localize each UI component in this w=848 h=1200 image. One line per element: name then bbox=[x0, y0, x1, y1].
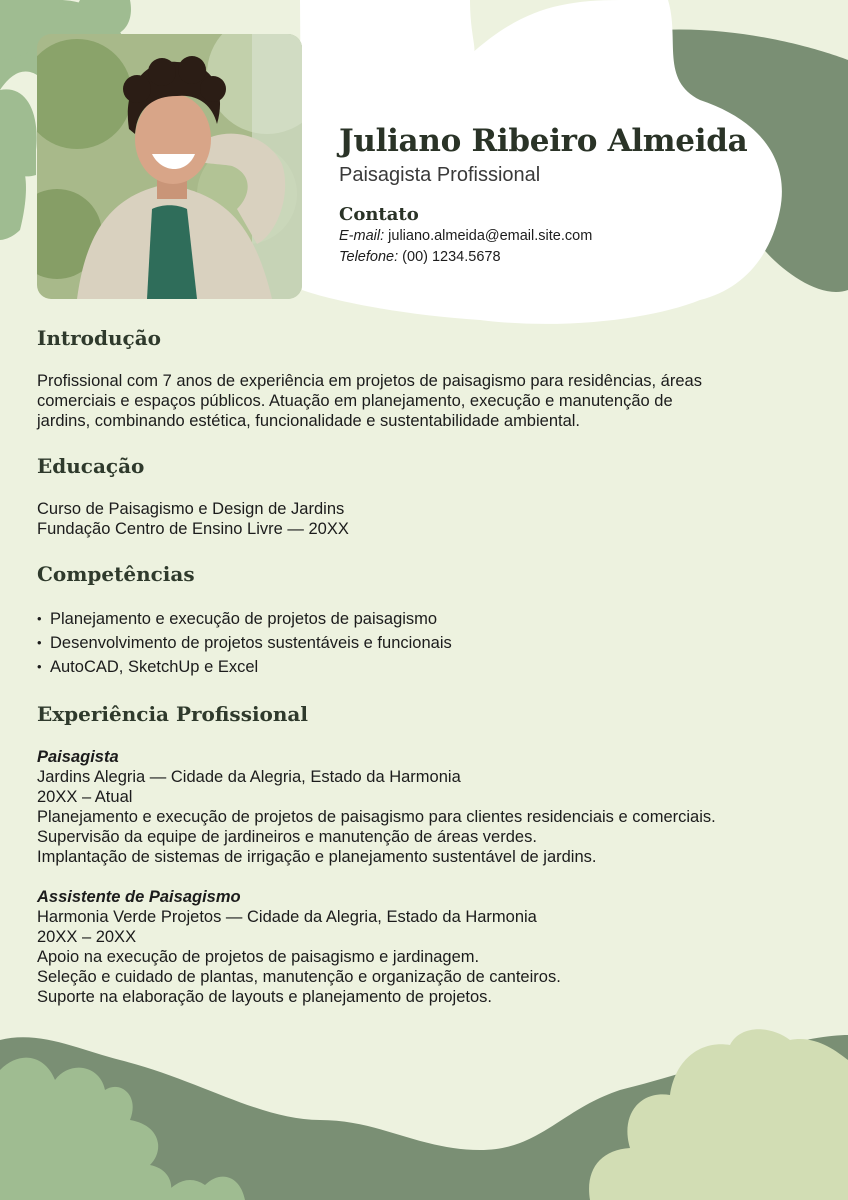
section-education bbox=[37, 452, 827, 539]
job-duty: Implantação de sistemas de irrigação e planejamento sustentável de jardins. bbox=[37, 848, 597, 866]
skill-item: • AutoCAD, SketchUp e Excel bbox=[37, 655, 827, 679]
contact-phone bbox=[339, 247, 759, 268]
job-title: Assistente de Paisagismo bbox=[37, 888, 241, 906]
skills-title: Competências bbox=[37, 562, 195, 586]
job-title: Paisagista bbox=[37, 748, 119, 766]
skills-list bbox=[37, 607, 827, 679]
resume-body bbox=[37, 324, 827, 1028]
candidate-name: Juliano Ribeiro Almeida bbox=[339, 123, 748, 159]
contact-email bbox=[339, 226, 759, 247]
job-duty: Seleção e cuidado de plantas, manutenção e organização de canteiros. bbox=[37, 968, 561, 986]
email-label: E-mail: bbox=[339, 228, 385, 244]
candidate-role: Paisagista Profissional bbox=[339, 164, 541, 186]
section-experience bbox=[37, 700, 827, 1007]
job-duty: Supervisão da equipe de jardineiros e manutenção de áreas verdes. bbox=[37, 828, 537, 846]
intro-line: jardins, combinando estética, funcionalidade e sustentabilidade ambiental. bbox=[37, 412, 581, 430]
intro-title: Introdução bbox=[37, 326, 162, 350]
skill-item: • Planejamento e execução de projetos de paisagismo bbox=[37, 607, 827, 631]
job-duty: Planejamento e execução de projetos de paisagismo para clientes residenciais e comerciais. bbox=[37, 808, 716, 826]
intro-line: comerciais e espaços públicos. Atuação em planejamento, execução e manutenção de bbox=[37, 392, 673, 410]
profile-photo bbox=[37, 34, 302, 299]
education-institution: Fundação Centro de Ensino Livre — 20XX bbox=[37, 520, 349, 538]
job-company: Harmonia Verde Projetos — Cidade da Alegria, Estado da Harmonia bbox=[37, 908, 537, 926]
experience-title: Experiência Profissional bbox=[37, 702, 308, 726]
resume-header bbox=[339, 122, 759, 268]
phone-label: Telefone: bbox=[339, 249, 399, 265]
job-entry bbox=[37, 887, 827, 1007]
phone-value[interactable]: (00) 1234.5678 bbox=[402, 249, 501, 265]
intro-line: Profissional com 7 anos de experiência em projetos de paisagismo para residências, áreas bbox=[37, 372, 702, 390]
job-duty: Apoio na execução de projetos de paisagismo e jardinagem. bbox=[37, 948, 480, 966]
education-text bbox=[37, 499, 827, 539]
contact-title: Contato bbox=[339, 204, 419, 225]
email-value[interactable]: juliano.almeida@email.site.com bbox=[388, 228, 593, 244]
section-skills bbox=[37, 560, 827, 679]
job-period: 20XX – 20XX bbox=[37, 928, 137, 946]
skill-item: • Desenvolvimento de projetos sustentáveis e funcionais bbox=[37, 631, 827, 655]
job-entry bbox=[37, 747, 827, 867]
education-course: Curso de Paisagismo e Design de Jardins bbox=[37, 500, 345, 518]
job-duty: Suporte na elaboração de layouts e planejamento de projetos. bbox=[37, 988, 492, 1006]
education-title: Educação bbox=[37, 454, 145, 478]
job-period: 20XX – Atual bbox=[37, 788, 133, 806]
intro-text bbox=[37, 371, 827, 431]
job-company: Jardins Alegria — Cidade da Alegria, Estado da Harmonia bbox=[37, 768, 461, 786]
section-intro bbox=[37, 324, 827, 431]
